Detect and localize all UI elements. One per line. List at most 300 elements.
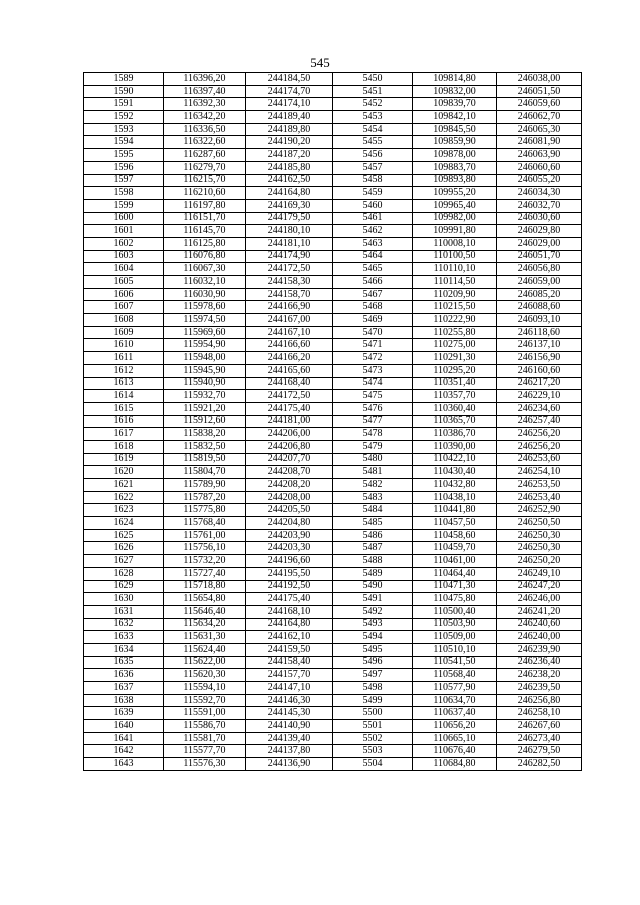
point-number-right: 5484 — [333, 504, 413, 517]
x-coordinate-left: 116215,70 — [164, 174, 246, 187]
point-number-right: 5477 — [333, 415, 413, 428]
point-number-left: 1614 — [84, 390, 164, 403]
y-coordinate-left: 244205,50 — [246, 504, 333, 517]
point-number-left: 1637 — [84, 682, 164, 695]
point-number-right: 5453 — [333, 111, 413, 124]
x-coordinate-left: 115978,60 — [164, 301, 246, 314]
x-coordinate-right: 110291,30 — [413, 352, 497, 365]
x-coordinate-left: 115775,80 — [164, 504, 246, 517]
y-coordinate-left: 244175,40 — [246, 402, 333, 415]
point-number-left: 1609 — [84, 326, 164, 339]
y-coordinate-left: 244158,70 — [246, 288, 333, 301]
table-row — [84, 491, 582, 504]
y-coordinate-right: 246241,20 — [497, 605, 582, 618]
table-row — [84, 669, 582, 682]
y-coordinate-right: 246030,60 — [497, 212, 582, 225]
y-coordinate-left: 244196,60 — [246, 555, 333, 568]
point-number-right: 5455 — [333, 136, 413, 149]
point-number-left: 1593 — [84, 123, 164, 136]
point-number-left: 1619 — [84, 453, 164, 466]
y-coordinate-right: 246062,70 — [497, 111, 582, 124]
table-row — [84, 745, 582, 758]
y-coordinate-right: 246118,60 — [497, 326, 582, 339]
table-row — [84, 682, 582, 695]
x-coordinate-left: 115921,20 — [164, 402, 246, 415]
point-number-left: 1626 — [84, 542, 164, 555]
point-number-left: 1598 — [84, 187, 164, 200]
x-coordinate-right: 110351,40 — [413, 377, 497, 390]
table-row — [84, 364, 582, 377]
x-coordinate-left: 115631,30 — [164, 631, 246, 644]
point-number-left: 1592 — [84, 111, 164, 124]
y-coordinate-right: 246250,30 — [497, 529, 582, 542]
point-number-right: 5465 — [333, 263, 413, 276]
y-coordinate-left: 244174,90 — [246, 250, 333, 263]
x-coordinate-left: 115768,40 — [164, 517, 246, 530]
point-number-left: 1634 — [84, 643, 164, 656]
point-number-left: 1631 — [84, 605, 164, 618]
table-row — [84, 504, 582, 517]
x-coordinate-left: 115594,10 — [164, 682, 246, 695]
x-coordinate-right: 110457,50 — [413, 517, 497, 530]
y-coordinate-left: 244174,10 — [246, 98, 333, 111]
x-coordinate-left: 116032,10 — [164, 276, 246, 289]
point-number-right: 5471 — [333, 339, 413, 352]
table-row — [84, 758, 582, 771]
y-coordinate-right: 246229,10 — [497, 390, 582, 403]
x-coordinate-left: 115624,40 — [164, 643, 246, 656]
x-coordinate-left: 115940,90 — [164, 377, 246, 390]
y-coordinate-left: 244181,00 — [246, 415, 333, 428]
point-number-left: 1620 — [84, 466, 164, 479]
y-coordinate-right: 246032,70 — [497, 199, 582, 212]
x-coordinate-right: 109965,40 — [413, 199, 497, 212]
table-row — [84, 98, 582, 111]
x-coordinate-left: 115586,70 — [164, 720, 246, 733]
x-coordinate-right: 110656,20 — [413, 720, 497, 733]
y-coordinate-left: 244140,90 — [246, 720, 333, 733]
y-coordinate-left: 244208,70 — [246, 466, 333, 479]
point-number-right: 5468 — [333, 301, 413, 314]
y-coordinate-right: 246029,80 — [497, 225, 582, 238]
point-number-right: 5461 — [333, 212, 413, 225]
y-coordinate-right: 246059,60 — [497, 98, 582, 111]
table-row — [84, 212, 582, 225]
table-row — [84, 390, 582, 403]
y-coordinate-right: 246256,20 — [497, 428, 582, 441]
table-row — [84, 656, 582, 669]
table-row — [84, 453, 582, 466]
point-number-left: 1603 — [84, 250, 164, 263]
table-row — [84, 377, 582, 390]
table-row — [84, 339, 582, 352]
x-coordinate-right: 110676,40 — [413, 745, 497, 758]
point-number-right: 5499 — [333, 694, 413, 707]
point-number-right: 5502 — [333, 732, 413, 745]
point-number-left: 1595 — [84, 149, 164, 162]
x-coordinate-left: 115581,70 — [164, 732, 246, 745]
point-number-left: 1604 — [84, 263, 164, 276]
point-number-left: 1632 — [84, 618, 164, 631]
y-coordinate-right: 246250,20 — [497, 555, 582, 568]
y-coordinate-right: 246254,10 — [497, 466, 582, 479]
x-coordinate-right: 110255,80 — [413, 326, 497, 339]
x-coordinate-left: 116197,80 — [164, 199, 246, 212]
x-coordinate-right: 110464,40 — [413, 567, 497, 580]
y-coordinate-left: 244166,20 — [246, 352, 333, 365]
point-number-right: 5475 — [333, 390, 413, 403]
y-coordinate-left: 244159,50 — [246, 643, 333, 656]
point-number-right: 5483 — [333, 491, 413, 504]
x-coordinate-right: 110471,30 — [413, 580, 497, 593]
point-number-left: 1599 — [84, 199, 164, 212]
point-number-left: 1618 — [84, 440, 164, 453]
point-number-right: 5478 — [333, 428, 413, 441]
y-coordinate-left: 244158,30 — [246, 276, 333, 289]
y-coordinate-right: 246256,20 — [497, 440, 582, 453]
y-coordinate-right: 246137,10 — [497, 339, 582, 352]
y-coordinate-right: 246093,10 — [497, 314, 582, 327]
point-number-right: 5486 — [333, 529, 413, 542]
point-number-right: 5492 — [333, 605, 413, 618]
y-coordinate-right: 246247,20 — [497, 580, 582, 593]
x-coordinate-left: 116067,30 — [164, 263, 246, 276]
x-coordinate-right: 110275,00 — [413, 339, 497, 352]
table-row — [84, 276, 582, 289]
table-row — [84, 174, 582, 187]
x-coordinate-right: 110503,90 — [413, 618, 497, 631]
y-coordinate-right: 246246,00 — [497, 593, 582, 606]
y-coordinate-right: 246256,80 — [497, 694, 582, 707]
table-row — [84, 161, 582, 174]
y-coordinate-left: 244184,50 — [246, 73, 333, 86]
x-coordinate-right: 109832,00 — [413, 85, 497, 98]
point-number-right: 5488 — [333, 555, 413, 568]
y-coordinate-right: 246055,20 — [497, 174, 582, 187]
point-number-left: 1622 — [84, 491, 164, 504]
x-coordinate-left: 115787,20 — [164, 491, 246, 504]
x-coordinate-left: 115591,00 — [164, 707, 246, 720]
x-coordinate-right: 110360,40 — [413, 402, 497, 415]
y-coordinate-left: 244147,10 — [246, 682, 333, 695]
x-coordinate-left: 115622,00 — [164, 656, 246, 669]
x-coordinate-left: 115789,90 — [164, 479, 246, 492]
x-coordinate-right: 109991,80 — [413, 225, 497, 238]
x-coordinate-left: 115974,50 — [164, 314, 246, 327]
table-row — [84, 631, 582, 644]
x-coordinate-right: 110577,90 — [413, 682, 497, 695]
y-coordinate-right: 246252,90 — [497, 504, 582, 517]
x-coordinate-right: 110568,40 — [413, 669, 497, 682]
x-coordinate-right: 110459,70 — [413, 542, 497, 555]
table-row — [84, 288, 582, 301]
point-number-left: 1624 — [84, 517, 164, 530]
y-coordinate-left: 244189,40 — [246, 111, 333, 124]
x-coordinate-left: 115761,00 — [164, 529, 246, 542]
table-row — [84, 199, 582, 212]
y-coordinate-left: 244206,80 — [246, 440, 333, 453]
y-coordinate-left: 244203,30 — [246, 542, 333, 555]
point-number-right: 5504 — [333, 758, 413, 771]
x-coordinate-left: 115969,60 — [164, 326, 246, 339]
y-coordinate-left: 244180,10 — [246, 225, 333, 238]
table-row — [84, 529, 582, 542]
point-number-left: 1617 — [84, 428, 164, 441]
point-number-left: 1625 — [84, 529, 164, 542]
y-coordinate-right: 246240,00 — [497, 631, 582, 644]
point-number-left: 1639 — [84, 707, 164, 720]
y-coordinate-left: 244168,40 — [246, 377, 333, 390]
y-coordinate-right: 246267,60 — [497, 720, 582, 733]
y-coordinate-left: 244172,50 — [246, 390, 333, 403]
point-number-left: 1610 — [84, 339, 164, 352]
y-coordinate-right: 246029,00 — [497, 237, 582, 250]
point-number-left: 1602 — [84, 237, 164, 250]
x-coordinate-left: 115646,40 — [164, 605, 246, 618]
table-row — [84, 605, 582, 618]
x-coordinate-left: 116125,80 — [164, 237, 246, 250]
table-row — [84, 263, 582, 276]
y-coordinate-left: 244203,90 — [246, 529, 333, 542]
x-coordinate-right: 110430,40 — [413, 466, 497, 479]
point-number-right: 5473 — [333, 364, 413, 377]
point-number-left: 1633 — [84, 631, 164, 644]
x-coordinate-right: 110684,80 — [413, 758, 497, 771]
point-number-right: 5460 — [333, 199, 413, 212]
y-coordinate-left: 244139,40 — [246, 732, 333, 745]
x-coordinate-right: 110432,80 — [413, 479, 497, 492]
y-coordinate-left: 244157,70 — [246, 669, 333, 682]
y-coordinate-right: 246250,50 — [497, 517, 582, 530]
table-row — [84, 694, 582, 707]
x-coordinate-right: 110100,50 — [413, 250, 497, 263]
y-coordinate-right: 246059,00 — [497, 276, 582, 289]
y-coordinate-left: 244146,30 — [246, 694, 333, 707]
table-row — [84, 618, 582, 631]
table-row — [84, 149, 582, 162]
point-number-right: 5476 — [333, 402, 413, 415]
x-coordinate-right: 110422,10 — [413, 453, 497, 466]
x-coordinate-left: 115945,90 — [164, 364, 246, 377]
x-coordinate-left: 116279,70 — [164, 161, 246, 174]
table-row — [84, 402, 582, 415]
x-coordinate-left: 116392,30 — [164, 98, 246, 111]
table-row — [84, 352, 582, 365]
point-number-right: 5456 — [333, 149, 413, 162]
point-number-right: 5491 — [333, 593, 413, 606]
y-coordinate-left: 244195,50 — [246, 567, 333, 580]
point-number-right: 5501 — [333, 720, 413, 733]
y-coordinate-left: 244164,80 — [246, 618, 333, 631]
x-coordinate-left: 116151,70 — [164, 212, 246, 225]
point-number-right: 5454 — [333, 123, 413, 136]
point-number-right: 5494 — [333, 631, 413, 644]
y-coordinate-left: 244208,20 — [246, 479, 333, 492]
x-coordinate-left: 116030,90 — [164, 288, 246, 301]
y-coordinate-left: 244136,90 — [246, 758, 333, 771]
y-coordinate-right: 246249,10 — [497, 567, 582, 580]
x-coordinate-right: 109955,20 — [413, 187, 497, 200]
y-coordinate-left: 244187,20 — [246, 149, 333, 162]
x-coordinate-left: 115932,70 — [164, 390, 246, 403]
x-coordinate-right: 110541,50 — [413, 656, 497, 669]
y-coordinate-right: 246038,00 — [497, 73, 582, 86]
x-coordinate-right: 110209,90 — [413, 288, 497, 301]
coordinates-table-body — [84, 73, 582, 771]
point-number-right: 5470 — [333, 326, 413, 339]
y-coordinate-right: 246234,60 — [497, 402, 582, 415]
y-coordinate-left: 244189,80 — [246, 123, 333, 136]
y-coordinate-right: 246085,20 — [497, 288, 582, 301]
point-number-left: 1641 — [84, 732, 164, 745]
x-coordinate-left: 116145,70 — [164, 225, 246, 238]
y-coordinate-left: 244166,90 — [246, 301, 333, 314]
x-coordinate-right: 109842,10 — [413, 111, 497, 124]
x-coordinate-left: 115654,80 — [164, 593, 246, 606]
x-coordinate-right: 109878,00 — [413, 149, 497, 162]
point-number-left: 1627 — [84, 555, 164, 568]
point-number-right: 5500 — [333, 707, 413, 720]
x-coordinate-right: 110110,10 — [413, 263, 497, 276]
y-coordinate-right: 246253,60 — [497, 453, 582, 466]
x-coordinate-left: 115718,80 — [164, 580, 246, 593]
y-coordinate-left: 244167,10 — [246, 326, 333, 339]
table-row — [84, 466, 582, 479]
point-number-left: 1615 — [84, 402, 164, 415]
point-number-left: 1600 — [84, 212, 164, 225]
point-number-left: 1591 — [84, 98, 164, 111]
point-number-right: 5467 — [333, 288, 413, 301]
x-coordinate-right: 109814,80 — [413, 73, 497, 86]
y-coordinate-right: 246279,50 — [497, 745, 582, 758]
table-row — [84, 479, 582, 492]
x-coordinate-left: 115832,50 — [164, 440, 246, 453]
table-row — [84, 136, 582, 149]
y-coordinate-right: 246238,20 — [497, 669, 582, 682]
table-row — [84, 707, 582, 720]
y-coordinate-left: 244208,00 — [246, 491, 333, 504]
y-coordinate-left: 244181,10 — [246, 237, 333, 250]
y-coordinate-left: 244166,60 — [246, 339, 333, 352]
point-number-left: 1606 — [84, 288, 164, 301]
point-number-right: 5493 — [333, 618, 413, 631]
y-coordinate-right: 246051,70 — [497, 250, 582, 263]
y-coordinate-right: 246081,90 — [497, 136, 582, 149]
point-number-left: 1590 — [84, 85, 164, 98]
y-coordinate-left: 244174,70 — [246, 85, 333, 98]
y-coordinate-left: 244162,50 — [246, 174, 333, 187]
x-coordinate-right: 110441,80 — [413, 504, 497, 517]
point-number-right: 5496 — [333, 656, 413, 669]
point-number-right: 5464 — [333, 250, 413, 263]
x-coordinate-left: 115804,70 — [164, 466, 246, 479]
point-number-left: 1608 — [84, 314, 164, 327]
point-number-right: 5495 — [333, 643, 413, 656]
point-number-left: 1601 — [84, 225, 164, 238]
x-coordinate-right: 109839,70 — [413, 98, 497, 111]
table-row — [84, 111, 582, 124]
table-row — [84, 542, 582, 555]
y-coordinate-right: 246239,50 — [497, 682, 582, 695]
point-number-left: 1635 — [84, 656, 164, 669]
point-number-left: 1640 — [84, 720, 164, 733]
point-number-left: 1616 — [84, 415, 164, 428]
x-coordinate-right: 110357,70 — [413, 390, 497, 403]
table-row — [84, 187, 582, 200]
y-coordinate-left: 244190,20 — [246, 136, 333, 149]
point-number-left: 1612 — [84, 364, 164, 377]
point-number-right: 5489 — [333, 567, 413, 580]
point-number-right: 5472 — [333, 352, 413, 365]
x-coordinate-left: 116342,20 — [164, 111, 246, 124]
point-number-left: 1642 — [84, 745, 164, 758]
x-coordinate-right: 110510,10 — [413, 643, 497, 656]
point-number-right: 5450 — [333, 73, 413, 86]
table-row — [84, 314, 582, 327]
y-coordinate-left: 244165,60 — [246, 364, 333, 377]
point-number-left: 1605 — [84, 276, 164, 289]
point-number-left: 1613 — [84, 377, 164, 390]
x-coordinate-right: 110390,00 — [413, 440, 497, 453]
table-row — [84, 580, 582, 593]
table-row — [84, 517, 582, 530]
x-coordinate-right: 110215,50 — [413, 301, 497, 314]
table-row — [84, 555, 582, 568]
x-coordinate-left: 115732,20 — [164, 555, 246, 568]
x-coordinate-right: 110475,80 — [413, 593, 497, 606]
page-number: 545 — [310, 55, 330, 70]
table-row — [84, 250, 582, 263]
table-row — [84, 85, 582, 98]
y-coordinate-right: 246156,90 — [497, 352, 582, 365]
point-number-left: 1597 — [84, 174, 164, 187]
table-row — [84, 415, 582, 428]
y-coordinate-left: 244207,70 — [246, 453, 333, 466]
point-number-right: 5482 — [333, 479, 413, 492]
x-coordinate-right: 110509,00 — [413, 631, 497, 644]
x-coordinate-left: 115592,70 — [164, 694, 246, 707]
x-coordinate-left: 116396,20 — [164, 73, 246, 86]
x-coordinate-right: 109893,80 — [413, 174, 497, 187]
x-coordinate-right: 110114,50 — [413, 276, 497, 289]
point-number-right: 5462 — [333, 225, 413, 238]
y-coordinate-right: 246063,90 — [497, 149, 582, 162]
point-number-right: 5487 — [333, 542, 413, 555]
point-number-right: 5459 — [333, 187, 413, 200]
point-number-right: 5485 — [333, 517, 413, 530]
y-coordinate-right: 246273,40 — [497, 732, 582, 745]
y-coordinate-right: 246056,80 — [497, 263, 582, 276]
point-number-right: 5457 — [333, 161, 413, 174]
point-number-left: 1589 — [84, 73, 164, 86]
x-coordinate-left: 116076,80 — [164, 250, 246, 263]
y-coordinate-right: 246253,40 — [497, 491, 582, 504]
x-coordinate-left: 115576,30 — [164, 758, 246, 771]
x-coordinate-right: 109859,90 — [413, 136, 497, 149]
y-coordinate-right: 246236,40 — [497, 656, 582, 669]
point-number-left: 1596 — [84, 161, 164, 174]
point-number-left: 1629 — [84, 580, 164, 593]
point-number-right: 5490 — [333, 580, 413, 593]
x-coordinate-left: 116397,40 — [164, 85, 246, 98]
x-coordinate-right: 109883,70 — [413, 161, 497, 174]
table-row — [84, 643, 582, 656]
point-number-right: 5451 — [333, 85, 413, 98]
x-coordinate-left: 115948,00 — [164, 352, 246, 365]
x-coordinate-left: 115577,70 — [164, 745, 246, 758]
y-coordinate-right: 246065,30 — [497, 123, 582, 136]
y-coordinate-right: 246258,10 — [497, 707, 582, 720]
